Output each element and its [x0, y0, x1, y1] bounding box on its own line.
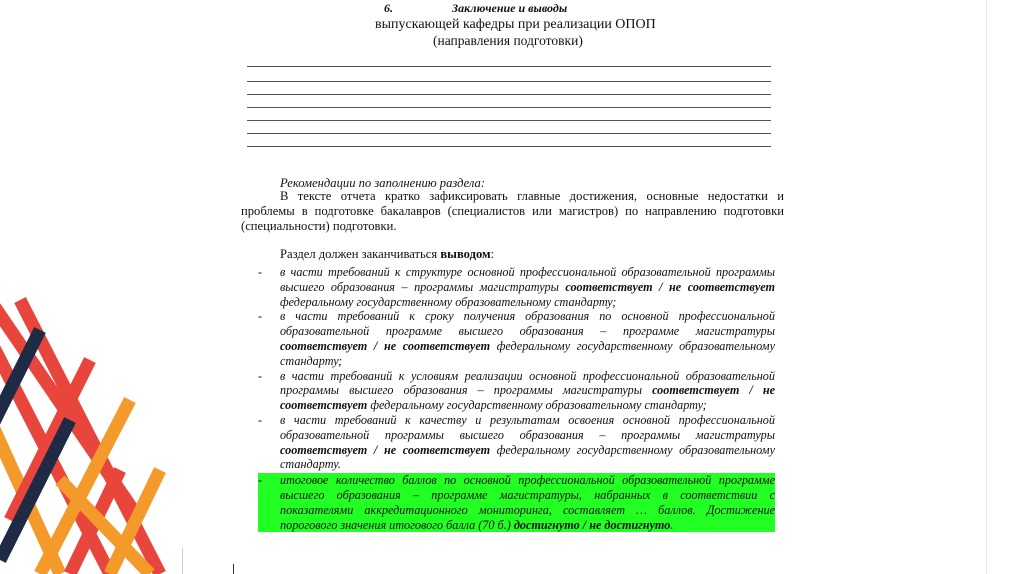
item-tail: федеральному государственному образовательному стандарту; — [367, 398, 707, 413]
recommendations-text: В тексте отчета кратко зафиксировать главные достижения, основные недостатки и проблемы в подготовке бакалавров (специалистов или магистров) по направлению подготовки (специальности) подготовки. — [241, 189, 784, 233]
page-edge — [986, 0, 987, 574]
text-cursor — [233, 564, 234, 574]
divider — [182, 548, 183, 574]
fill-line — [247, 94, 771, 95]
conclusion-list — [258, 265, 775, 532]
bullet-dash: - — [258, 368, 263, 383]
list-item — [258, 369, 775, 413]
bullet-dash: - — [258, 265, 263, 279]
item-bold: достигнуто / не достигнуто — [513, 517, 671, 532]
fill-line — [247, 120, 771, 121]
list-item — [258, 265, 775, 309]
item-bold: соответствует / не соответствует — [565, 279, 775, 294]
fill-line — [247, 107, 771, 108]
item-bold: соответствует / не соответствует — [280, 383, 775, 413]
recommendations-body — [241, 189, 784, 234]
item-text: в части требований к сроку получения образования по основной профессиональной образовательной программе высшего образования – программе магистратуры — [280, 309, 775, 339]
item-text: в части требований к структуре основной профессиональной образовательной программы высшего образования – программы магистратуры — [280, 265, 775, 294]
bullet-dash: - — [258, 412, 263, 427]
highlighted-list-item — [258, 473, 775, 532]
list-item — [258, 309, 775, 368]
section-title: Заключение и выводы — [452, 1, 568, 15]
section-number: 6. — [384, 1, 393, 15]
item-tail: федеральному государственному образовательному стандарту. — [280, 442, 775, 472]
conclusion-intro — [280, 247, 494, 262]
section-heading — [384, 1, 567, 16]
bullet-dash: - — [258, 473, 263, 488]
item-text: итоговое количество баллов по основной профессиональной образовательной программе высшего образования – программе магистратуры, набранных в соответствии с показателями аккредитационного мониторинга, составляет … баллов. Достижение порогового значения итогового балла (70 б.) — [280, 473, 775, 532]
fill-line — [247, 66, 771, 67]
fill-line — [247, 81, 771, 82]
conclusion-intro-tail: : — [490, 247, 495, 261]
bullet-dash: - — [258, 309, 263, 324]
conclusion-intro-text: Раздел должен заканчиваться — [280, 247, 441, 261]
subtitle-note: (направления подготовки) — [433, 33, 583, 48]
subtitle: выпускающей кафедры при реализации ОПОП — [375, 17, 656, 32]
fill-line — [247, 133, 771, 134]
item-text: в части требований к качеству и результатам освоения основной профессиональной образовательной программы высшего образования – программы магистратуры — [280, 412, 775, 442]
fill-line — [247, 146, 771, 147]
item-tail: федеральному государственному образовательному стандарту; — [280, 294, 617, 309]
item-tail: . — [670, 517, 674, 532]
recommendations-title: Рекомендации по заполнению раздела: — [280, 176, 486, 190]
conclusion-intro-bold: выводом — [440, 247, 491, 261]
decorative-stripes — [0, 0, 190, 574]
item-text: в части требований к условиям реализации основной профессиональной образовательной программы высшего образования – программы магистратуры — [280, 368, 775, 398]
item-bold: соответствует / не соответствует — [280, 338, 491, 353]
item-tail: федеральному государственному образовательному стандарту; — [280, 338, 775, 368]
list-item — [258, 413, 775, 472]
item-bold: соответствует / не соответствует — [280, 442, 491, 457]
